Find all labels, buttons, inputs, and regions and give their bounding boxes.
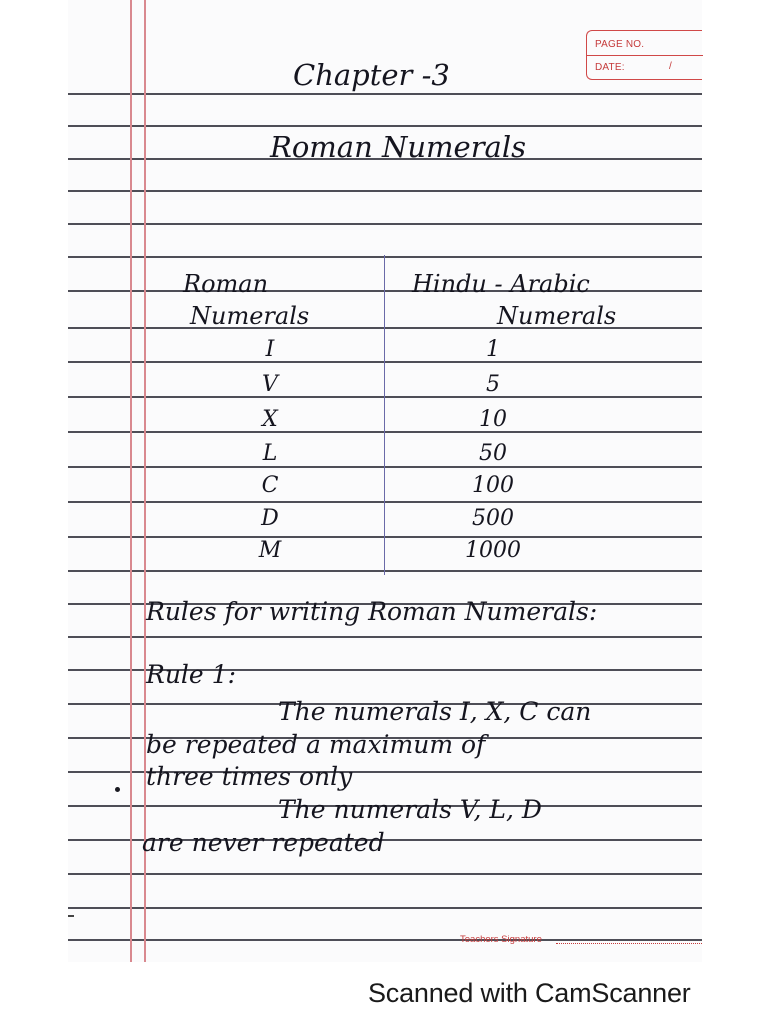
rule1-line5: are never repeated: [142, 828, 385, 857]
rule1-line1: The numerals I, X, C can: [278, 697, 592, 726]
topic-title: Roman Numerals: [270, 130, 527, 164]
col1-header-line1: Roman: [183, 270, 269, 298]
col2-header-line1: Hindu - Arabic: [412, 270, 590, 298]
ruled-line: [68, 907, 702, 909]
arabic-numeral-cell: 1000: [465, 538, 521, 563]
rule1-label: Rule 1:: [146, 660, 236, 689]
roman-numeral-cell: C: [261, 473, 279, 498]
roman-numeral-cell: D: [261, 506, 279, 531]
col2-header-line2: Numerals: [497, 302, 617, 330]
page-no-label: PAGE NO.: [595, 39, 645, 50]
roman-numeral-cell: I: [265, 337, 275, 362]
arabic-numeral-cell: 100: [472, 473, 514, 498]
page-left-edge: [0, 0, 68, 962]
roman-numeral-cell: L: [262, 441, 278, 466]
date-separator: /: [669, 61, 672, 72]
arabic-numeral-cell: 1: [486, 337, 500, 362]
camscanner-watermark: Scanned with CamScanner: [368, 978, 691, 1008]
arabic-numeral-cell: 50: [479, 441, 507, 466]
date-label: DATE:: [595, 62, 625, 73]
col1-header-line2: Numerals: [190, 302, 310, 330]
chapter-title: Chapter -3: [293, 58, 450, 92]
arabic-numeral-cell: 500: [472, 506, 514, 531]
rule1-line3: three times only: [146, 762, 353, 791]
roman-numeral-cell: V: [262, 372, 278, 397]
ruled-line: [68, 93, 702, 95]
margin-tick: [68, 915, 74, 917]
ruled-line: [68, 636, 702, 638]
arabic-numeral-cell: 10: [479, 407, 507, 432]
rule1-line4: The numerals V, L, D: [278, 795, 542, 824]
ruled-line: [68, 873, 702, 875]
roman-numeral-cell: M: [258, 538, 282, 563]
teachers-signature-line: [556, 943, 702, 945]
roman-numeral-cell: X: [262, 407, 278, 432]
ruled-line: [68, 223, 702, 225]
margin-dot: [115, 787, 120, 792]
teachers-signature-label: Teachers Signature: [460, 934, 542, 945]
table-column-divider: [384, 255, 385, 575]
rule1-line2: be repeated a maximum of: [146, 730, 486, 759]
page-date-divider: [587, 55, 703, 56]
arabic-numeral-cell: 5: [486, 372, 500, 397]
page-date-box: [586, 30, 702, 80]
margin-line-inner: [144, 0, 146, 962]
ruled-line: [68, 190, 702, 192]
rules-heading: Rules for writing Roman Numerals:: [146, 597, 598, 626]
ruled-line: [68, 939, 702, 941]
margin-line-outer: [130, 0, 132, 962]
ruled-line: [68, 125, 702, 127]
